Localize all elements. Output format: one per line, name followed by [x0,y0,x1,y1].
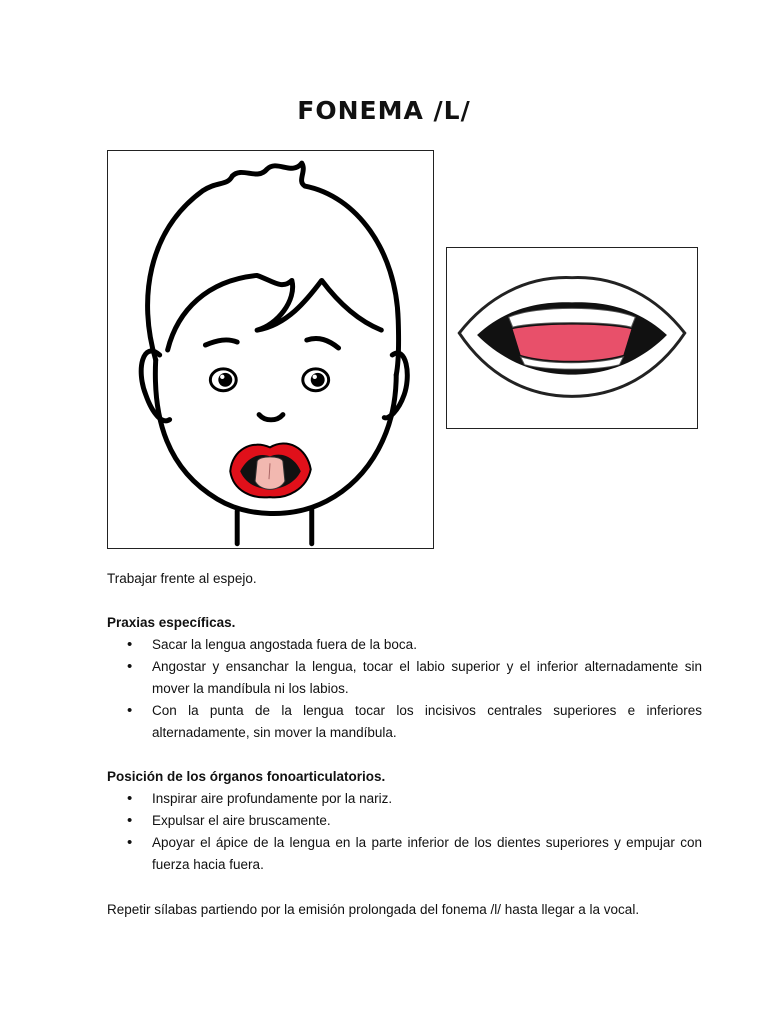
list-item: • Expulsar el aire bruscamente. [107,810,702,832]
praxias-heading: Praxias específicas. [107,615,236,630]
praxias-list [107,634,702,744]
child-face-drawing [108,151,433,548]
list-item: • Angostar y ensanchar la lengua, tocar el labio superior y el inferior alternadamente sin mover la mandíbula ni los labios. [107,656,702,700]
open-mouth-illustration [446,247,698,429]
list-item: • Sacar la lengua angostada fuera de la boca. [107,634,702,656]
child-face-illustration [107,150,434,549]
list-item: • Apoyar el ápice de la lengua en la parte inferior de los dientes superiores y empujar con fuerza hacia fuera. [107,832,702,876]
intro-text: Trabajar frente al espejo. [107,571,257,586]
open-mouth-drawing [447,248,697,428]
posicion-list [107,788,702,876]
closing-text: Repetir sílabas partiendo por la emisión prolongada del fonema /l/ hasta llegar a la vocal. [107,902,640,917]
posicion-heading: Posición de los órganos fonoarticulatorios. [107,769,386,784]
posicion-section [107,766,702,876]
praxias-section [107,612,702,744]
list-item: • Con la punta de la lengua tocar los incisivos centrales superiores e inferiores alternadamente, sin mover la mandíbula. [107,700,702,744]
list-item: • Inspirar aire profundamente por la nariz. [107,788,702,810]
page-title: FONEMA /L/ [297,96,471,125]
